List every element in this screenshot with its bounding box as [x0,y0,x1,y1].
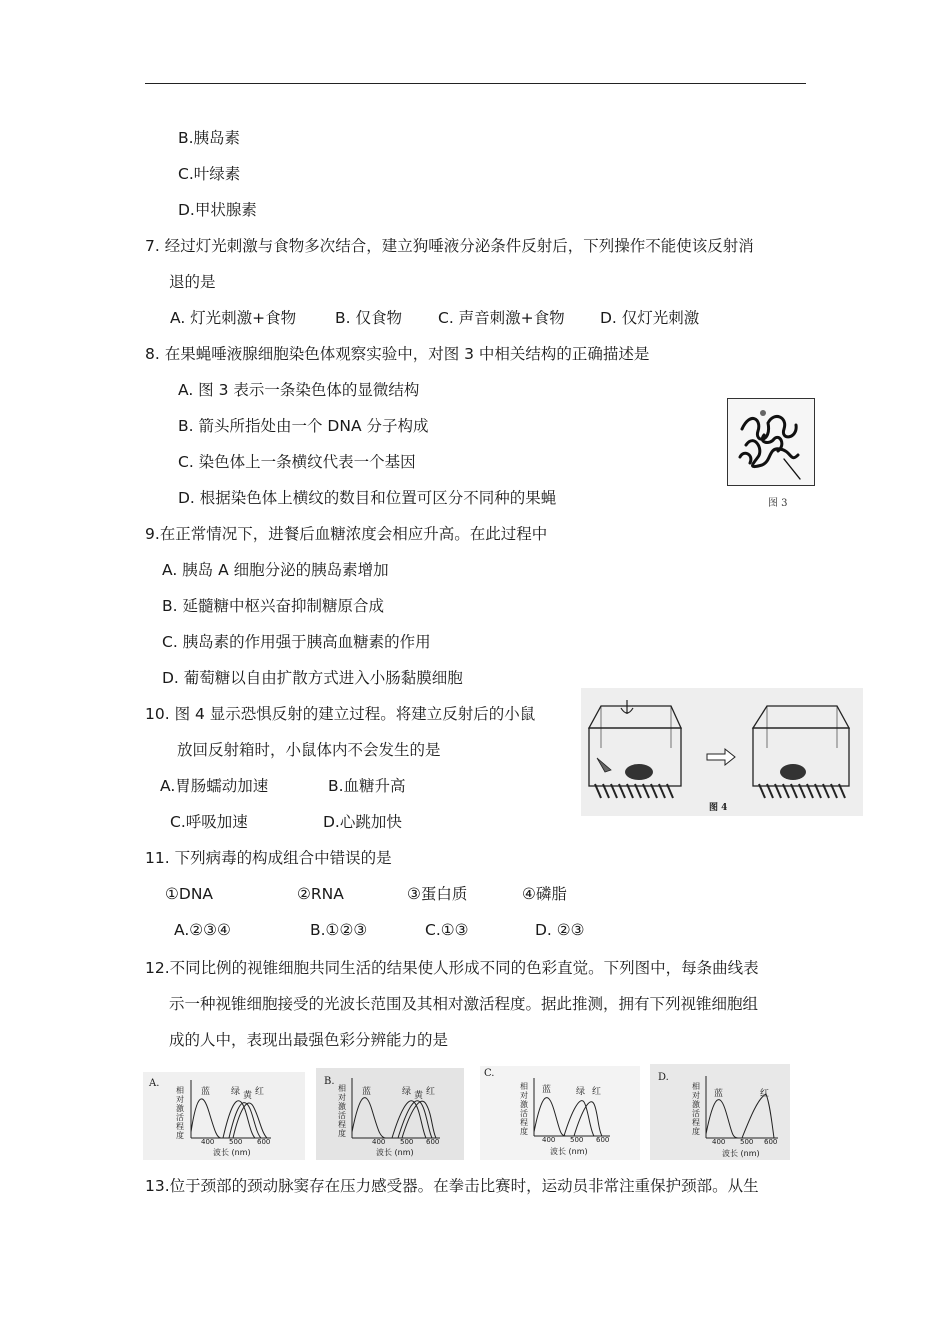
curve-label-green: 绿 [402,1087,412,1097]
q6-option-b: B.胰岛素 [178,129,241,147]
curve-blue [191,1099,221,1138]
speaker-icon [621,700,633,714]
q7-stem-cont: 退的是 [169,273,216,291]
q9-stem: 9.在正常情况下，进餐后血糖浓度会相应升高。在此过程中 [145,525,548,543]
q9-option-a: A. 胰岛 A 细胞分泌的胰岛素增加 [162,561,389,579]
q9-option-d: D. 葡萄糖以自由扩散方式进入小肠黏膜细胞 [162,669,463,687]
q8-option-a: A. 图 3 表示一条染色体的显微结构 [178,381,420,399]
panel-b-xlabel: 波长 (nm) [376,1148,414,1157]
q8-option-b: B. 箭头所指处由一个 DNA 分子构成 [178,417,429,435]
q10-stem: 10. 图 4 显示恐惧反射的建立过程。将建立反射后的小鼠 [145,705,536,723]
tick-600: 600 [426,1138,440,1146]
q11-stem: 11. 下列病毒的构成组合中错误的是 [145,849,392,867]
curve-label-red: 红 [592,1087,602,1097]
tick-400: 400 [201,1138,215,1146]
q8-stem: 8. 在果蝇唾液腺细胞染色体观察实验中，对图 3 中相关结构的正确描述是 [145,345,650,363]
panel-d-label: D. [658,1072,669,1083]
curve-blue [534,1098,566,1136]
curve-label-green: 绿 [231,1087,241,1097]
curve-label-red: 红 [255,1087,265,1097]
mouse-icon [625,764,653,780]
curve-label-yellow: 黄 [243,1091,253,1101]
q11-item-3: ③蛋白质 [407,885,468,903]
tick-600: 600 [764,1138,778,1146]
q7-option-c: C. 声音刺激+食物 [438,309,565,327]
curve-label-blue: 蓝 [542,1085,552,1095]
q10-option-b: B.血糖升高 [328,777,406,795]
panel-b-ylabel: 相对激活程度 [338,1084,346,1138]
spectrum-panel-c [480,1066,640,1160]
q12-stem: 12.不同比例的视锥细胞共同生活的结果使人形成不同的色彩直觉。下列图中，每条曲线表 [145,959,759,977]
q11-option-a: A.②③④ [174,921,231,939]
figure-4-caption: 图 4 [709,803,728,813]
panel-c-ylabel: 相对激活程度 [520,1082,528,1136]
curve-label-green: 绿 [576,1087,586,1097]
curve-label-red: 红 [760,1089,770,1099]
q10-stem-cont: 放回反射箱时，小鼠体内不会发生的是 [177,741,441,759]
curve-label-blue: 蓝 [714,1089,724,1099]
q6-option-d: D.甲状腺素 [178,201,257,219]
figure-4-reflex-box-image [581,688,863,816]
curve-red [574,1102,602,1136]
tick-500: 500 [570,1136,584,1144]
curve-blue [352,1098,386,1138]
curve-red [402,1101,436,1138]
panel-b-label: B. [324,1076,335,1087]
panel-d-ylabel: 相对激活程度 [692,1082,700,1136]
curve-label-yellow: 黄 [414,1091,424,1101]
figure-3-chromosome-image [727,398,815,486]
q11-option-b: B.①②③ [310,921,368,939]
tick-600: 600 [596,1136,610,1144]
q12-stem-cont-2: 成的人中，表现出最强色彩分辨能力的是 [169,1031,449,1049]
q11-item-1: ①DNA [165,885,214,903]
q11-item-2: ②RNA [297,885,344,903]
curve-blue [706,1100,738,1138]
q7-option-d: D. 仅灯光刺激 [600,309,700,327]
tick-600: 600 [257,1138,271,1146]
transition-arrow-icon [707,749,735,765]
q11-option-d: D. ②③ [535,921,585,939]
q8-option-d: D. 根据染色体上横纹的数目和位置可区分不同种的果蝇 [178,489,557,507]
panel-d-xlabel: 波长 (nm) [722,1149,760,1158]
arrow-marker-icon [760,410,766,416]
tick-500: 500 [400,1138,414,1146]
tick-400: 400 [712,1138,726,1146]
q7-option-b: B. 仅食物 [335,309,402,327]
q7-option-a: A. 灯光刺激+食物 [170,309,297,327]
q6-option-c: C.叶绿素 [178,165,241,183]
mouse-icon [780,764,806,780]
spectrum-panel-d [650,1064,790,1160]
panel-a-xlabel: 波长 (nm) [213,1148,251,1157]
q11-option-c: C.①③ [425,921,469,939]
shock-arrow-icon [597,758,611,772]
q11-item-4: ④磷脂 [522,885,567,903]
panel-c-label: C. [484,1068,495,1079]
curve-red [742,1094,774,1138]
panel-c-xlabel: 波长 (nm) [550,1147,588,1156]
q10-option-d: D.心跳加快 [323,813,402,831]
q9-option-c: C. 胰岛素的作用强于胰高血糖素的作用 [162,633,431,651]
tick-400: 400 [372,1138,386,1146]
q7-stem: 7. 经过灯光刺激与食物多次结合，建立狗唾液分泌条件反射后，下列操作不能使该反射消 [145,237,754,255]
tick-500: 500 [740,1138,754,1146]
curve-label-blue: 蓝 [201,1087,211,1097]
tick-400: 400 [542,1136,556,1144]
panel-a-ylabel: 相对激活程度 [176,1086,184,1140]
reflex-box-drawing [581,688,863,816]
curve-green [564,1101,594,1136]
curve-label-blue: 蓝 [362,1087,372,1097]
q12-stem-cont-1: 示一种视锥细胞接受的光波长范围及其相对激活程度。据此推测，拥有下列视锥细胞组 [169,995,759,1013]
panel-a-label: A. [149,1078,160,1089]
tick-500: 500 [229,1138,243,1146]
spectrum-panel-a [143,1072,305,1160]
q9-option-b: B. 延髓糖中枢兴奋抑制糖原合成 [162,597,384,615]
chromosome-drawing [728,399,814,485]
curve-label-red: 红 [426,1087,436,1097]
q10-option-a: A.胃肠蠕动加速 [160,777,269,795]
figure-3-caption: 图 3 [768,498,788,509]
spectrum-panel-b [316,1068,464,1160]
q8-option-c: C. 染色体上一条横纹代表一个基因 [178,453,416,471]
header-rule [145,83,806,84]
q13-stem: 13.位于颈部的颈动脉窦存在压力感受器。在拳击比赛时，运动员非常注重保护颈部。从生 [145,1177,759,1195]
q10-option-c: C.呼吸加速 [170,813,248,831]
